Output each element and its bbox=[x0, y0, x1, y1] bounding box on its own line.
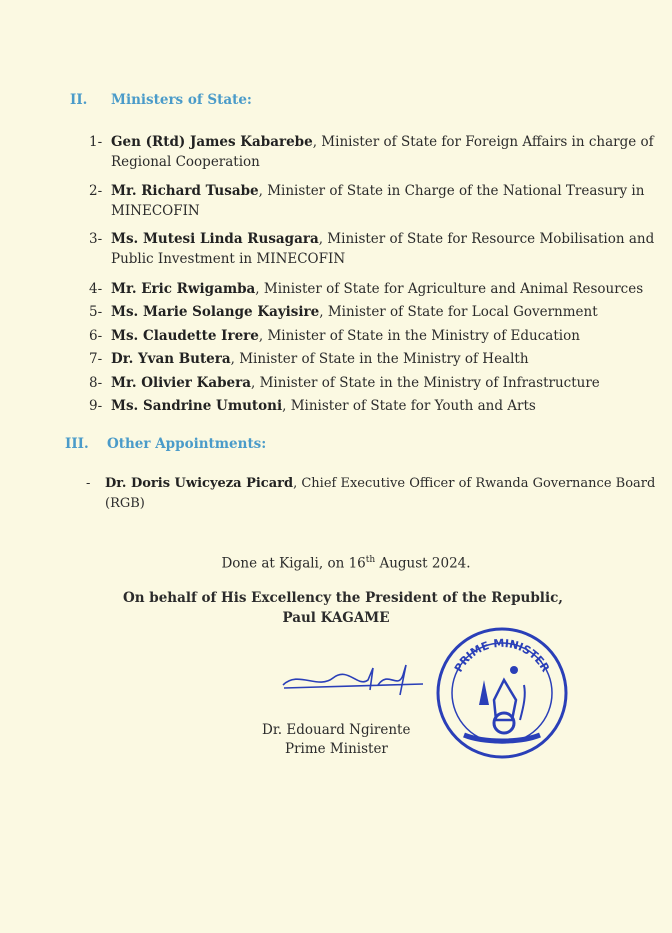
president-name: Paul KAGAME bbox=[282, 610, 390, 626]
item-number: 3- bbox=[89, 231, 103, 247]
done-text: Done at Kigali, on 16 bbox=[221, 555, 366, 572]
minister-role: , Minister of State for Resource Mobilisation and bbox=[318, 231, 655, 247]
minister-role: , Minister of State for Agriculture and Animal Resources bbox=[255, 281, 644, 297]
on-behalf-line: On behalf of His Excellency the President of the Republic, bbox=[122, 590, 563, 606]
item-number: 7- bbox=[89, 351, 103, 367]
bullet: - bbox=[86, 476, 91, 491]
minister-name: Ms. Marie Solange Kayisire bbox=[111, 304, 320, 320]
minister-role-cont: Regional Cooperation bbox=[111, 154, 260, 170]
item-number: 4- bbox=[89, 281, 103, 297]
minister-role: , Minister of State in the Ministry of Education bbox=[258, 328, 580, 344]
minister-role: , Minister of State for Local Government bbox=[319, 304, 598, 320]
minister-role: , Minister of State for Foreign Affairs in charge of bbox=[312, 134, 654, 150]
item-number: 5- bbox=[89, 304, 103, 320]
minister-name: Mr. Eric Rwigamba bbox=[111, 281, 256, 297]
appointee-name: Dr. Doris Uwicyeza Picard bbox=[105, 476, 294, 491]
minister-name: Ms. Claudette Irere bbox=[111, 328, 259, 344]
signatory-name: Dr. Edouard Ngirente bbox=[262, 722, 411, 738]
item-number: 2- bbox=[89, 183, 103, 199]
done-at-line bbox=[0, 555, 672, 572]
section-title: Ministers of State: bbox=[111, 92, 252, 108]
minister-role-cont: Public Investment in MINECOFIN bbox=[111, 251, 346, 267]
section-title: Other Appointments: bbox=[107, 436, 267, 452]
minister-role: , Minister of State in the Ministry of Health bbox=[230, 351, 529, 367]
minister-name: Dr. Yvan Butera bbox=[111, 351, 231, 367]
item-number: 1- bbox=[89, 134, 103, 150]
signature bbox=[278, 660, 428, 705]
prime-minister-seal bbox=[434, 625, 570, 761]
seal-text: PRIME MINISTER bbox=[451, 636, 553, 675]
signatory-title: Prime Minister bbox=[285, 741, 388, 757]
appointee-role: , Chief Executive Officer of Rwanda Governance Board bbox=[293, 476, 656, 491]
section-number: II. bbox=[70, 92, 88, 108]
item-number: 8- bbox=[89, 375, 103, 391]
minister-name: Mr. Olivier Kabera bbox=[111, 375, 251, 391]
minister-name: Ms. Mutesi Linda Rusagara bbox=[111, 231, 319, 247]
minister-role: , Minister of State in Charge of the National Treasury in bbox=[258, 183, 645, 199]
minister-name: Ms. Sandrine Umutoni bbox=[111, 398, 283, 414]
minister-name: Gen (Rtd) James Kabarebe bbox=[111, 134, 313, 150]
section-number: III. bbox=[65, 436, 89, 452]
minister-role: , Minister of State for Youth and Arts bbox=[282, 398, 536, 414]
minister-role-cont: MINECOFIN bbox=[111, 203, 200, 219]
minister-role: , Minister of State in the Ministry of Infrastructure bbox=[250, 375, 600, 391]
ordinal-suffix: th bbox=[365, 555, 376, 565]
svg-text:PRIME MINISTER bbox=[452, 637, 553, 675]
appointee-role-cont: (RGB) bbox=[105, 496, 145, 511]
minister-name: Mr. Richard Tusabe bbox=[111, 183, 259, 199]
item-number: 6- bbox=[89, 328, 103, 344]
item-number: 9- bbox=[89, 398, 103, 414]
done-date: August 2024. bbox=[375, 555, 471, 572]
